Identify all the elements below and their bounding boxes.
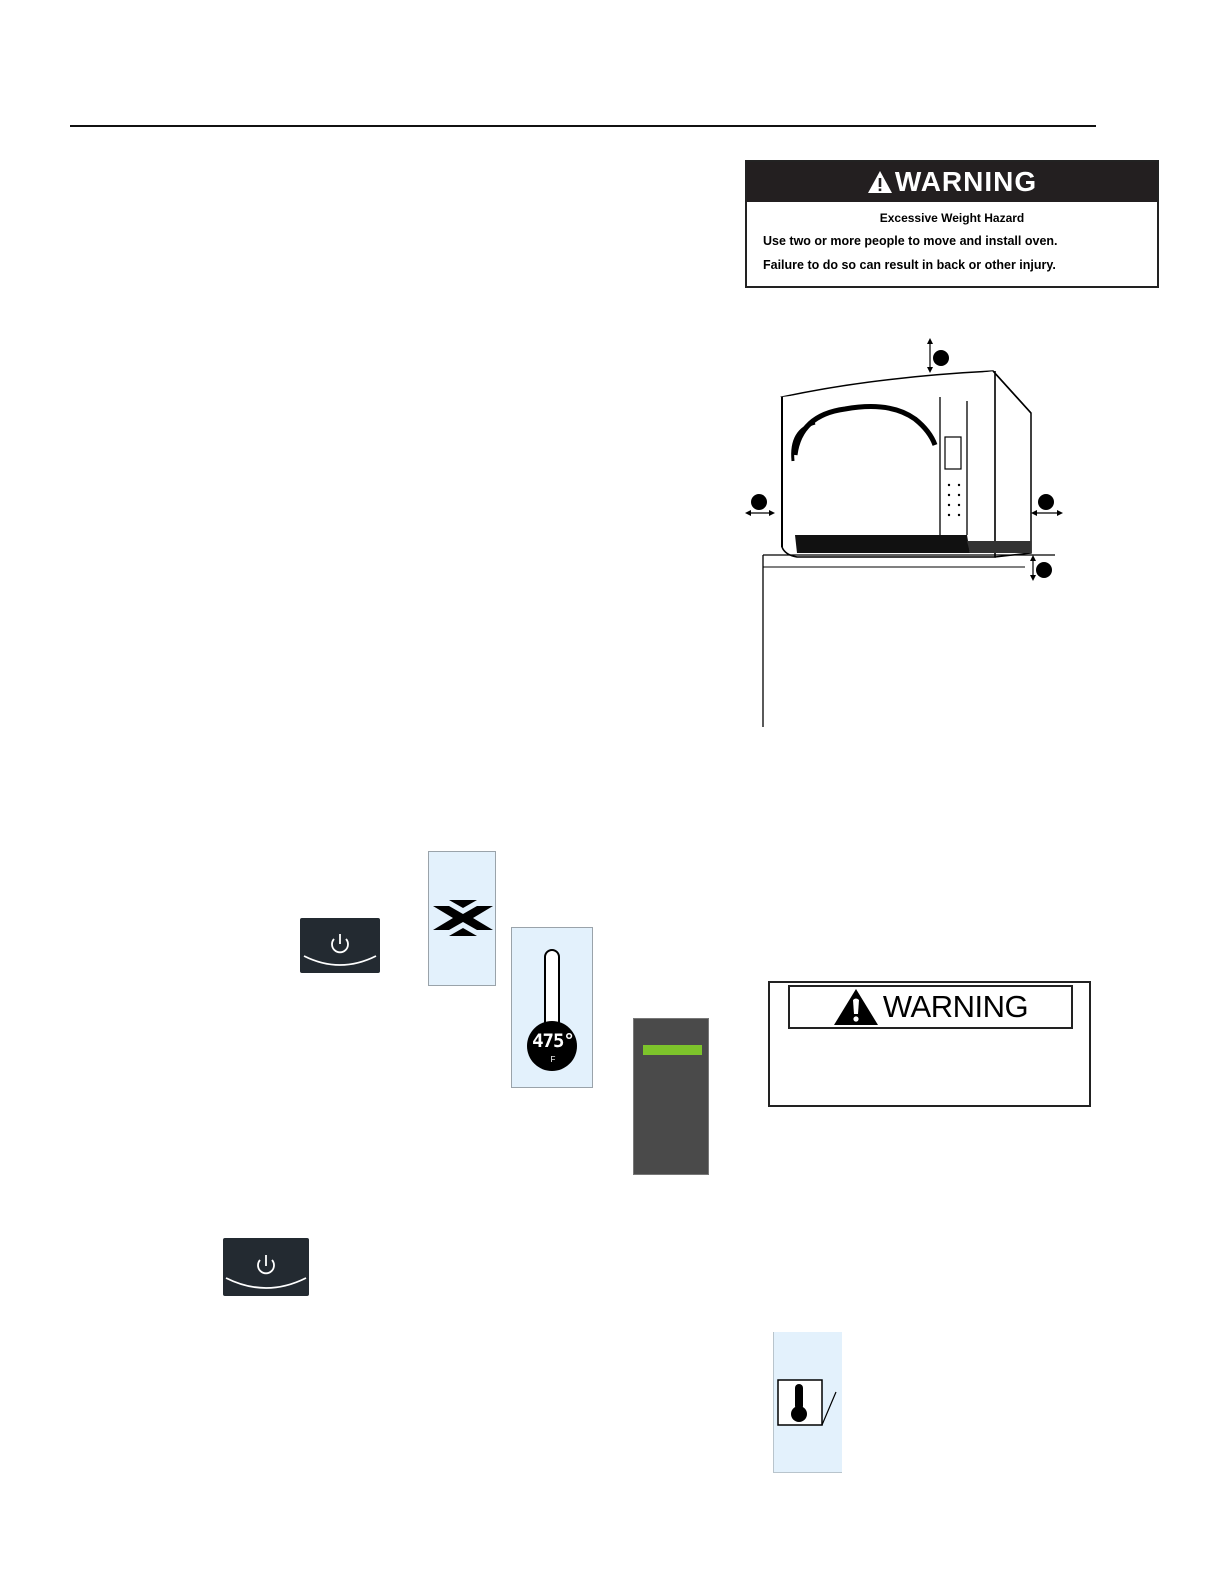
power-icon xyxy=(300,918,380,973)
warning-title: WARNING xyxy=(882,989,1029,1024)
status-panel xyxy=(633,1018,709,1175)
power-button[interactable] xyxy=(300,918,380,973)
top-clearance-marker xyxy=(927,338,949,373)
warning-header xyxy=(788,985,1073,1029)
temperature-unit: F xyxy=(550,1055,556,1064)
bottom-clearance-marker xyxy=(1030,555,1052,581)
warning-label xyxy=(768,981,1091,1107)
warning-header xyxy=(747,162,1157,202)
power-icon xyxy=(223,1238,309,1296)
thermometer-icon xyxy=(774,1332,843,1473)
header-rule xyxy=(70,125,1096,127)
temperature-setting-panel[interactable] xyxy=(773,1332,842,1473)
weight-warning-label xyxy=(745,160,1159,288)
temperature-value: 475° xyxy=(532,1030,574,1052)
warning-line-2: Failure to do so can result in back or other injury. xyxy=(763,258,1056,272)
left-clearance-marker xyxy=(745,494,775,516)
thermometer-icon xyxy=(512,928,594,1089)
warning-hazard: Excessive Weight Hazard xyxy=(879,211,1025,225)
x-logo-icon xyxy=(429,852,497,987)
warning-title: WARNING xyxy=(894,166,1038,197)
status-indicator-bar xyxy=(643,1045,702,1055)
temperature-panel[interactable] xyxy=(511,927,593,1088)
right-clearance-marker xyxy=(1031,494,1063,516)
x-logo-panel[interactable] xyxy=(428,851,496,986)
oven-diagram xyxy=(735,335,1075,730)
warning-line-1: Use two or more people to move and install oven. xyxy=(763,234,1058,248)
warning-triangle-icon xyxy=(867,170,893,194)
warning-triangle-icon xyxy=(833,988,879,1026)
power-button-2[interactable] xyxy=(223,1238,309,1296)
